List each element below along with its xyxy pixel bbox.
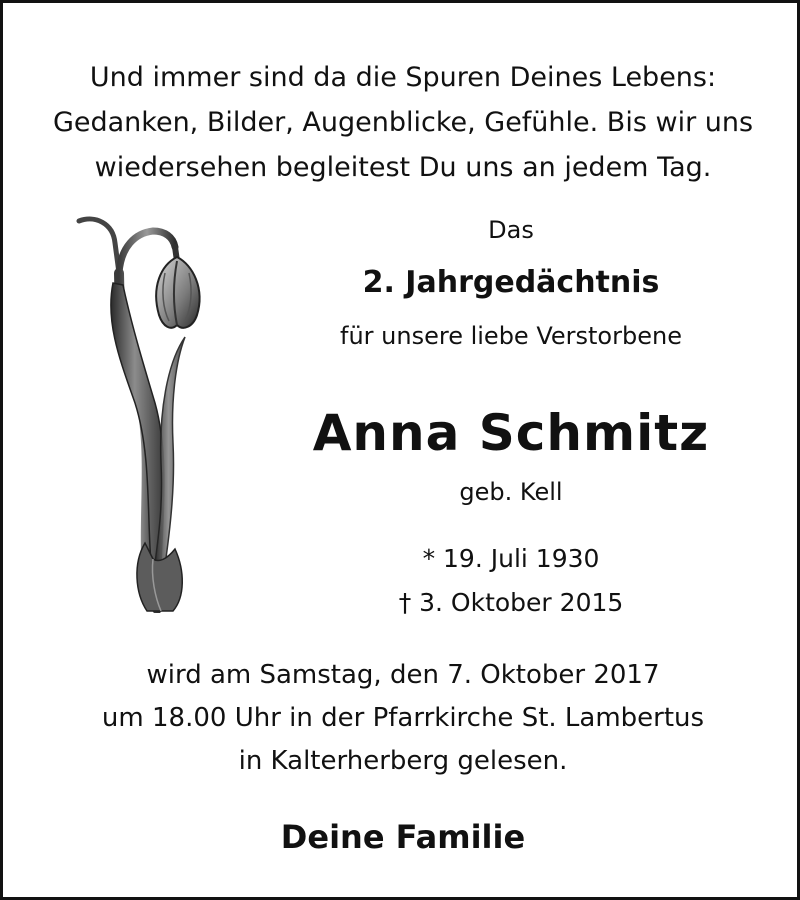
- motto-line: wiedersehen begleitest Du uns an jedem Tag.: [94, 152, 712, 183]
- deceased-name: Anna Schmitz: [312, 404, 710, 462]
- service-text: [23, 654, 783, 783]
- snowdrop-flower-icon: [35, 213, 215, 613]
- service-line: wird am Samstag, den 7. Oktober 2017: [146, 660, 660, 690]
- motto-line: Gedanken, Bilder, Augenblicke, Gefühle. Bis wir uns: [52, 107, 754, 138]
- occasion-title: 2. Jahrgedächtnis: [362, 265, 660, 300]
- maiden-name: geb. Kell: [459, 478, 563, 506]
- death-date: † 3. Oktober 2015: [398, 588, 624, 617]
- signature: Deine Familie: [280, 818, 526, 856]
- service-line: um 18.00 Uhr in der Pfarrkirche St. Lambertus: [101, 703, 705, 733]
- motto-line: Und immer sind da die Spuren Deines Lebens:: [89, 62, 717, 93]
- service-line: in Kalterherberg gelesen.: [238, 746, 568, 776]
- subtitle-text: für unsere liebe Verstorbene: [340, 322, 682, 350]
- motto-text: [23, 55, 783, 190]
- intro-text: Das: [488, 216, 534, 244]
- birth-date: * 19. Juli 1930: [422, 544, 600, 573]
